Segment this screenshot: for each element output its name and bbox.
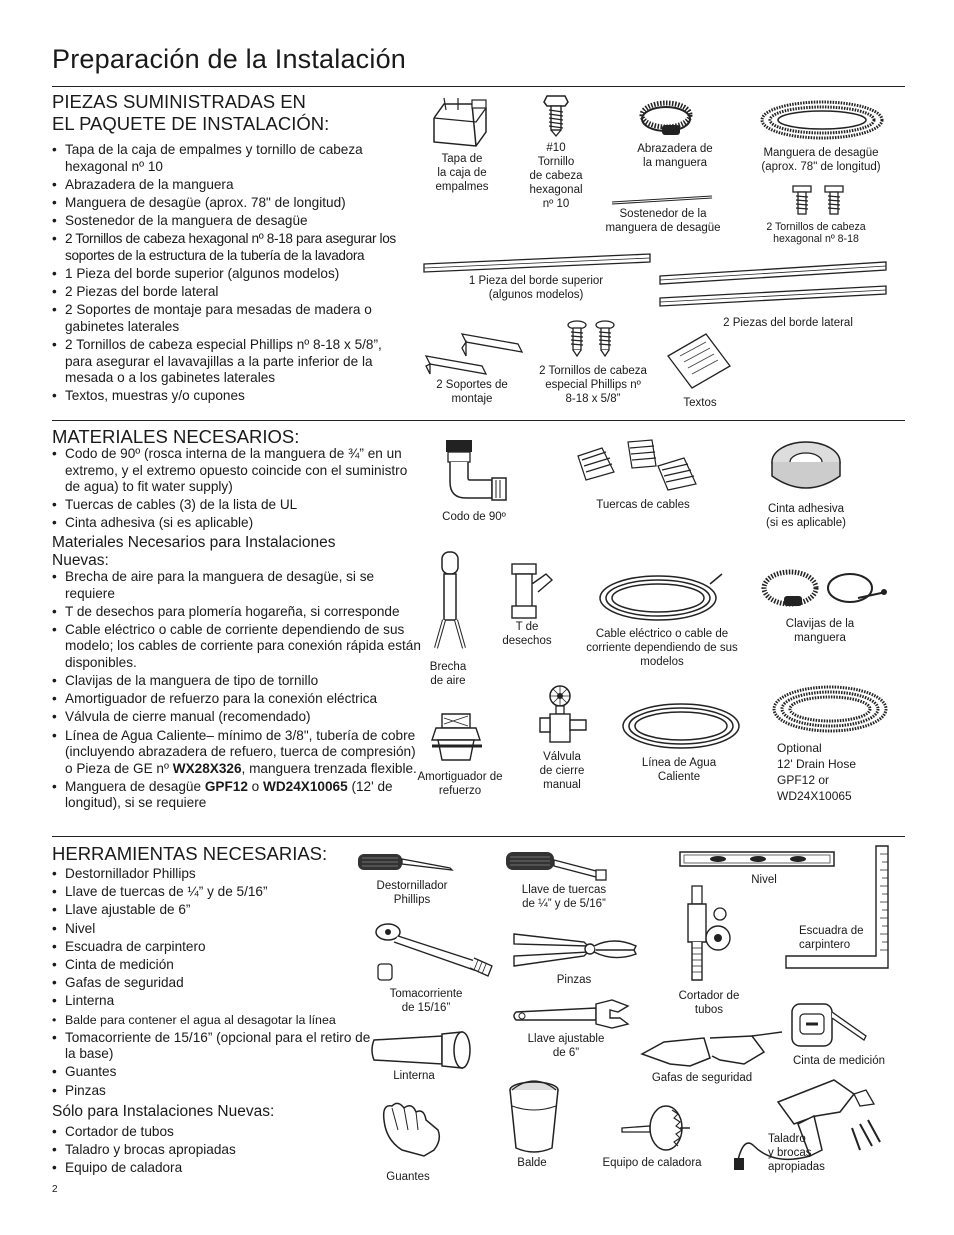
level-label: Nivel [751, 874, 777, 886]
label-line: Clavijas de la [785, 618, 855, 630]
strain-relief-label [408, 770, 512, 798]
list-item: • 2 Tornillos de cabeza especial Phillips nº 8-18 x 5/8”, para asegurar el lavavajillas a la parte inferior de la mesada o a los gabinetes laterales [52, 337, 412, 387]
materials-new-list [52, 569, 422, 814]
air-gap-icon [432, 550, 468, 654]
parts-heading-line: EL PAQUETE DE INSTALACIÓN: [52, 113, 330, 134]
nut-driver-icon [504, 848, 612, 882]
hose-clamps-label [772, 617, 868, 645]
adjustable-wrench-icon [512, 998, 632, 1030]
socket-wrench-icon [374, 920, 496, 986]
drill-label [768, 1132, 840, 1174]
bucket-label: Balde [517, 1157, 547, 1169]
list-item: • Sostenedor de la manguera de desagüe [52, 213, 412, 230]
list-item: • Destornillador Phillips [52, 866, 382, 883]
pliers-label: Pinzas [556, 974, 592, 986]
label-line: Phillips [393, 894, 431, 906]
label-line: especial Phillips nº [545, 379, 641, 391]
junction-box-label [426, 152, 498, 194]
label-line: manual [543, 779, 581, 791]
list-item: • Cinta de medición [52, 957, 382, 974]
top-trim-icon [420, 250, 654, 274]
hot-line-text: , manguera trenzada flexible. [241, 760, 417, 776]
tube-cutter-label [664, 989, 754, 1017]
label-line: de 15/16” [401, 1002, 451, 1014]
pliers-icon [510, 928, 640, 974]
list-item: • 2 Soportes de montaje para mesadas de madera o gabinetes laterales [52, 302, 412, 335]
label-line: Tapa de [441, 153, 483, 165]
list-item: • Manguera de desagüe (aprox. 78" de longitud) [52, 195, 412, 212]
bucket-icon [506, 1076, 562, 1156]
label-line: 2 Tornillos de cabeza [766, 221, 866, 233]
label-line: Amortiguador de [417, 771, 503, 783]
list-item: • 2 Piezas del borde lateral [52, 284, 412, 301]
list-item: • 1 Pieza del borde superior (algunos modelos) [52, 266, 412, 283]
list-item: • Abrazadera de la manguera [52, 177, 412, 194]
label-line: nº 10 [542, 198, 570, 210]
hot-line-text: Línea de Agua Caliente– mínimo de 3/8", tubería de cobre (incluyendo abrazadera de refuero, tuerca de compresión) o Pieza de GE nº [65, 727, 416, 776]
label-line: GPF12 or [777, 773, 830, 787]
waste-tee-icon [508, 562, 554, 620]
list-item: • Llave ajustable de 6” [52, 902, 382, 919]
divider [52, 420, 905, 421]
label-line: Escuadra de [799, 925, 864, 937]
label-line: 12' Drain Hose [777, 757, 856, 771]
label-line: la manguera [643, 157, 707, 169]
strain-relief-icon [428, 710, 486, 766]
tools-new-list [52, 1124, 382, 1179]
list-item: • Linterna [52, 993, 382, 1010]
label-line: montaje [451, 393, 493, 405]
parts-heading [52, 91, 329, 135]
hose-holder-icon [610, 194, 716, 206]
drain-hose-label [748, 146, 894, 174]
divider [52, 836, 905, 837]
screwdriver-icon [356, 848, 460, 876]
label-line: de cierre [539, 765, 585, 777]
list-item: • Amortiguador de refuerzo para la conexión eléctrica [52, 691, 422, 708]
label-line: Sostenedor de la [619, 208, 707, 220]
list-item: • Equipo de caladora [52, 1160, 382, 1177]
list-item: • Codo de 90º (rosca interna de la manguera de ¾” en un extremo, y el extremo opuesto coincide con el suministro de agua) to fit water supply) [52, 446, 414, 496]
hot-water-line-icon [620, 700, 742, 754]
label-line: 1 Pieza del borde superior [468, 275, 604, 287]
gloves-icon [378, 1100, 446, 1160]
junction-box-icon [428, 96, 492, 154]
clamp-label [615, 142, 735, 170]
label-line: Manguera de desagüe [763, 147, 879, 159]
brackets-label [424, 378, 520, 406]
label-line: desechos [502, 635, 552, 647]
valve-label [526, 750, 598, 792]
label-line: Optional [777, 741, 822, 755]
label-line: Línea de Agua [641, 757, 717, 769]
list-item: • Gafas de seguridad [52, 975, 382, 992]
list-item: • Tapa de la caja de empalmes y tornillo de cabeza hexagonal nº 10 [52, 142, 412, 175]
list-item: • 2 Tornillos de cabeza hexagonal nº 8-18 para asegurar los soportes de la estructura de la tubería de la lavadora [52, 231, 412, 264]
gloves-label: Guantes [386, 1171, 430, 1183]
tools-heading: HERRAMIENTAS NECESARIAS: [52, 843, 328, 864]
list-item: • Cable eléctrico o cable de corriente dependiendo de sus modelo; los cables de corriente para conexión rápida están disponibles. [52, 622, 422, 672]
list-item: • Balde para contener el agua al desagotar la línea [52, 1012, 382, 1029]
list-item: • Guantes [52, 1064, 382, 1081]
hot-line-label [624, 756, 734, 784]
label-line: (si es aplicable) [766, 517, 846, 529]
label-line: Abrazadera de [637, 143, 713, 155]
hose-text: o [247, 778, 264, 794]
label-line: Taladro [768, 1133, 806, 1145]
tape-icon [766, 438, 846, 500]
label-line: de aire [430, 675, 466, 687]
label-line: 2 Soportes de [436, 379, 508, 391]
list-item: • Válvula de cierre manual (recomendado) [52, 709, 422, 726]
label-line: (algunos modelos) [488, 289, 584, 301]
top-trim-label [448, 274, 624, 302]
label-line: carpintero [799, 939, 851, 951]
cable-label [574, 627, 750, 669]
tube-cutter-icon [680, 882, 748, 986]
page-number: 2 [52, 1184, 58, 1195]
list-item: • Tomacorriente de 15/16” (opcional para el retiro de la base) [52, 1030, 382, 1063]
label-line: Destornillador [376, 880, 448, 892]
wrench-label [510, 1032, 622, 1060]
label-line: hexagonal nº 8-18 [773, 233, 859, 245]
label-line: Llave de tuercas [521, 884, 607, 896]
label-line: de 6” [552, 1047, 580, 1059]
optional-drain-hose-icon [770, 682, 890, 736]
tools-new-heading: Sólo para Instalaciones Nuevas: [52, 1103, 275, 1120]
hose-text: (12' de longitud), si se requiere [65, 778, 393, 811]
label-line: Cable eléctrico o cable de [595, 628, 729, 640]
side-trims-icon [656, 258, 890, 310]
list-item: • Taladro y brocas apropiadas [52, 1142, 382, 1159]
materials-heading: MATERIALES NECESARIOS: [52, 426, 300, 447]
label-line: Válvula [543, 751, 581, 763]
materials-list [52, 446, 414, 534]
label-line: la caja de [437, 167, 487, 179]
holder-label [596, 207, 730, 235]
optional-hose-label [777, 740, 887, 804]
parts-list [52, 142, 412, 406]
phillips-screws-icon [566, 320, 620, 360]
literature-icon [664, 330, 734, 392]
flashlight-label: Linterna [393, 1070, 435, 1082]
shutoff-valve-icon [536, 684, 590, 746]
label-line: T de [515, 621, 539, 633]
list-item: • Escuadra de carpintero [52, 939, 382, 956]
label-line: manguera [794, 632, 846, 644]
label-line: WD24X10065 [777, 789, 852, 803]
list-item: • Nivel [52, 921, 382, 938]
label-line: Brecha [429, 661, 467, 673]
label-line: manguera de desagüe [605, 222, 721, 234]
list-item: • Clavijas de la manguera de tipo de tornillo [52, 673, 422, 690]
list-item [52, 728, 422, 778]
hex-screw-icon [541, 94, 571, 138]
hose-text: Manguera de desagüe [65, 778, 205, 794]
list-item: • Cinta adhesiva (si es aplicable) [52, 515, 414, 532]
label-line: empalmes [435, 181, 489, 193]
label-line: Llave ajustable [527, 1033, 605, 1045]
list-item: • Cortador de tubos [52, 1124, 382, 1141]
literature-label: Textos [683, 397, 717, 409]
nut-driver-label [508, 883, 620, 911]
parts-heading-line: PIEZAS SUMINISTRADAS EN [52, 91, 306, 112]
label-line: de cabeza [529, 170, 583, 182]
label-line: tubos [694, 1004, 724, 1016]
wire-nuts-icon [572, 436, 716, 496]
screw10-label [518, 141, 594, 211]
label-line: Tomacorriente [389, 988, 463, 1000]
list-item: • Textos, muestras y/o cupones [52, 388, 412, 405]
label-line: corriente dependiendo de sus [586, 642, 738, 654]
label-line: hexagonal [529, 184, 583, 196]
label-line: apropiadas [768, 1161, 825, 1173]
hole-saw-label: Equipo de caladora [602, 1157, 702, 1169]
hose-clamp-icon [638, 97, 696, 139]
tape-label [750, 502, 862, 530]
divider [52, 86, 905, 87]
label-line: refuerzo [438, 785, 482, 797]
elbow-label: Codo de 90º [442, 511, 506, 523]
label-line: Tornillo [537, 156, 575, 168]
label-line: de ¼” y de 5/16” [522, 898, 606, 910]
label-line: Cortador de [678, 990, 740, 1002]
label-line: 8-18 x 5/8” [565, 393, 621, 405]
list-item [52, 779, 422, 812]
hole-saw-icon [620, 1104, 692, 1154]
part-number: GPF12 [204, 778, 248, 794]
materials-new-heading [52, 534, 335, 570]
mounting-brackets-icon [422, 330, 526, 376]
page-title: Preparación de la Instalación [52, 44, 407, 74]
power-cable-icon [594, 570, 724, 626]
drain-hose-icon [758, 96, 886, 144]
goggles-icon [640, 1030, 784, 1070]
tape-measure-label: Cinta de medición [792, 1055, 886, 1067]
heading-line: Nuevas: [52, 552, 109, 569]
label-line: (aprox. 78" de longitud) [761, 161, 881, 173]
label-line: 2 Tornillos de cabeza [539, 365, 647, 377]
waste-tee-label [494, 620, 560, 648]
hex-screws-icon [790, 184, 852, 220]
hex-screws-label [752, 221, 880, 245]
label-line: y brocas [768, 1147, 812, 1159]
list-item: • Llave de tuercas de ¼” y de 5/16” [52, 884, 382, 901]
air-gap-label [420, 660, 476, 688]
hose-clamps-icon [760, 566, 890, 616]
part-number: WD24X10065 [263, 778, 348, 794]
list-item: • T de desechos para plomería hogareña, si corresponde [52, 604, 422, 621]
phillips-label [528, 364, 658, 406]
label-line: Caliente [657, 771, 701, 783]
list-item: • Brecha de aire para la manguera de desagüe, si se requiere [52, 569, 422, 602]
part-number: WX28X326 [172, 760, 242, 776]
side-trim-label: 2 Piezas del borde lateral [723, 317, 853, 329]
wire-nuts-label: Tuercas de cables [596, 499, 690, 511]
label-line: #10 [546, 142, 566, 154]
elbow-icon [440, 436, 512, 508]
carpenter-square-icon [784, 844, 892, 972]
flashlight-icon [370, 1030, 474, 1070]
tools-list [52, 866, 382, 1101]
tape-measure-icon [788, 1000, 872, 1050]
screwdriver-label [364, 879, 460, 907]
goggles-label: Gafas de seguridad [651, 1072, 753, 1084]
label-line: Cinta adhesiva [767, 503, 845, 515]
label-line: modelos [640, 656, 684, 668]
square-label [799, 924, 889, 952]
list-item: • Pinzas [52, 1083, 382, 1100]
list-item: • Tuercas de cables (3) de la lista de UL [52, 497, 414, 514]
heading-line: Materiales Necesarios para Instalaciones [52, 534, 336, 551]
socket-label [370, 987, 482, 1015]
